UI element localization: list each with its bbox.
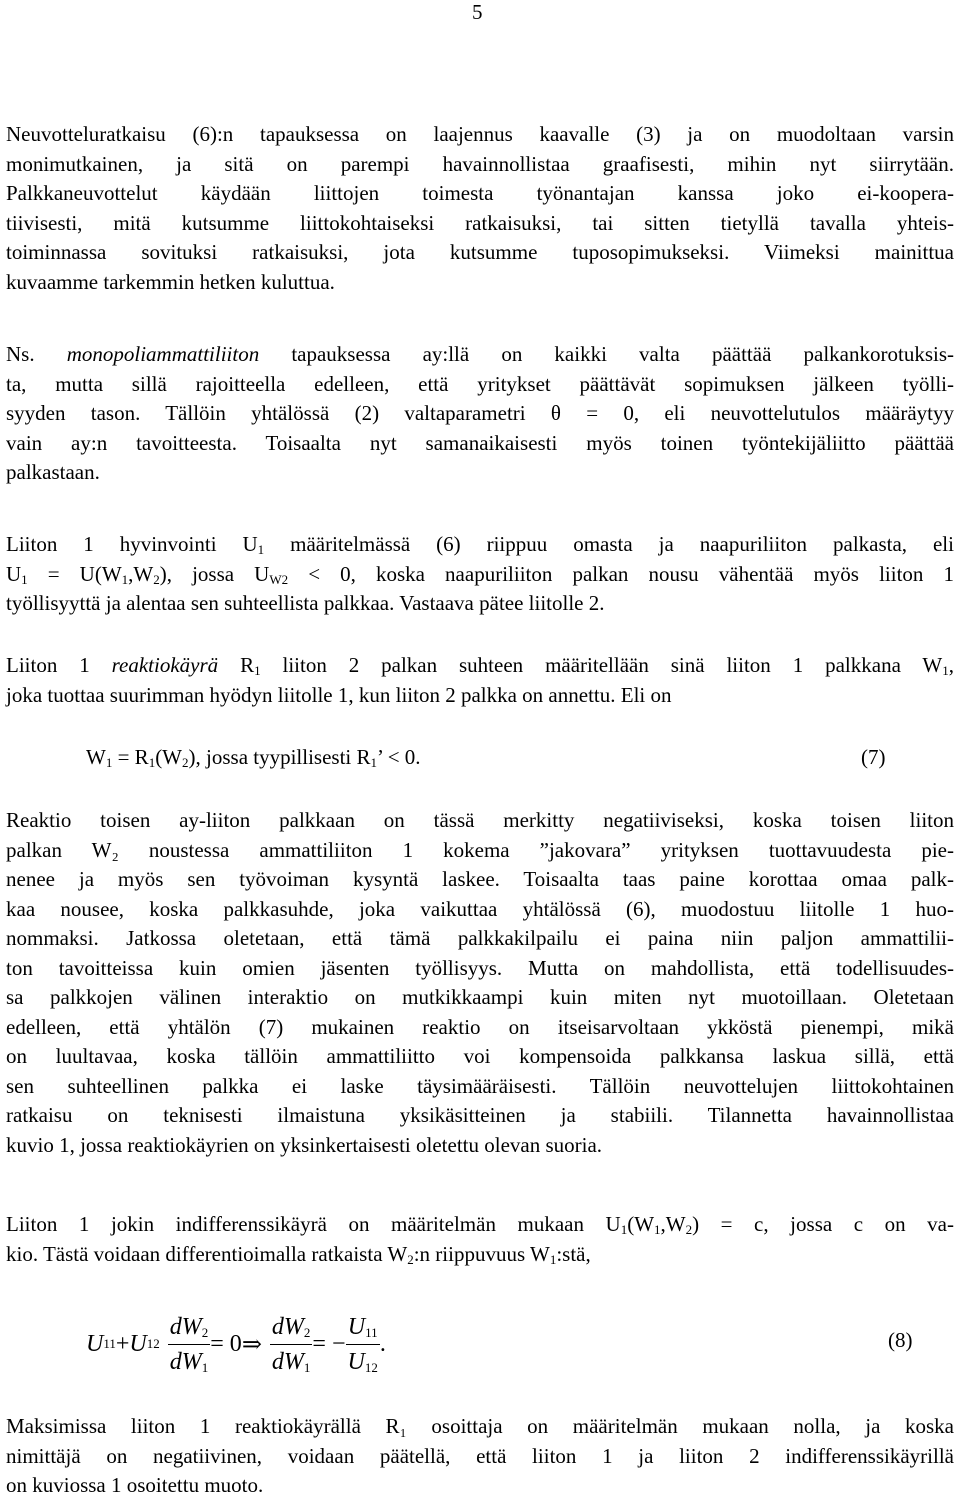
subscript: 2	[153, 571, 160, 587]
text-span: R	[218, 653, 255, 677]
text-line: sen suhteellinen palkka ei laske täysimääräisesti. Tällöin neuvottelujen liittokohtainen	[6, 1073, 954, 1098]
subscript: 2	[182, 755, 189, 770]
text-span: ) = c, jossa c on va-	[692, 1212, 954, 1236]
text-line: Palkkaneuvottelut käydään liittojen toimesta työnantajan kanssa joko ei-koopera-	[6, 181, 954, 205]
text-span: kio. Tästä voidaan differentioimalla ratkaista W	[6, 1241, 408, 1266]
text-span: ,W	[660, 1212, 686, 1236]
text-line	[6, 340, 954, 370]
equation-8	[86, 1302, 506, 1386]
eq-text: = R	[112, 745, 149, 769]
subscript: 12	[364, 1359, 378, 1375]
text-span: < 0, koska naapuriliiton palkan nousu vähentää myös liiton 1	[288, 561, 954, 586]
text-span: (W	[627, 1212, 655, 1236]
subscript: 11	[365, 1324, 378, 1340]
fraction-numerator	[270, 1310, 313, 1345]
text-line: ratkaisu on teknisesti ilmaistuna yksikäsitteinen ja stabiili. Tilannetta havainnollistaa	[6, 1103, 954, 1127]
text-span: :n riippuvuus W	[413, 1241, 550, 1266]
eq-op: = 0	[210, 1330, 242, 1357]
paragraph-3	[6, 530, 954, 619]
text-line: ta, mutta sillä rajoitteella edelleen, että yritykset päättävät sopimuksen jälkeen työlli-	[6, 371, 954, 396]
text-span: ,	[948, 653, 954, 677]
text-line: kaa nousee, koska palkkasuhde, joka vaikuttaa yhtälössä (6), muodostuu liitolle 1 huo-	[6, 896, 954, 921]
paragraph-4	[6, 651, 954, 710]
text-span: Liiton 1	[6, 653, 112, 677]
fraction	[168, 1310, 211, 1379]
text-line: nenee ja myös sen työvoiman kysyntä laskee. Toisaalta taas paine korottaa omaa palk-	[6, 867, 954, 891]
paragraph-6	[6, 1210, 954, 1269]
text-line: kuvaamme tarkemmin hetken kuluttua.	[6, 269, 335, 294]
text-span: Liiton 1 hyvinvointi U	[6, 532, 258, 556]
eq-text: ), jossa tyypillisesti R	[188, 745, 371, 769]
subscript: 1	[254, 663, 261, 678]
text-span: U	[6, 561, 22, 586]
eq-op: = −	[312, 1330, 346, 1357]
paragraph-2	[6, 340, 954, 488]
subscript: 2	[201, 1324, 209, 1340]
paragraph-1	[6, 120, 954, 297]
text-line: edelleen, että yhtälön (7) mukainen reaktio on itseisarvoltaan ykköstä pienempi, mikä	[6, 1014, 954, 1039]
equation-7	[86, 743, 886, 771]
eq-op: +	[115, 1330, 130, 1357]
eq-var: dW	[169, 1313, 202, 1340]
text-span: = U(W	[27, 561, 122, 586]
text-span: liiton 2 palkan suhteen määritellään sinä liiton 1 palkkana W	[260, 653, 943, 677]
text-line: syyden tason. Tällöin yhtälössä (2) valtaparametri θ = 0, eli neuvottelutulos määräytyy	[6, 401, 954, 425]
subscript: 2	[303, 1324, 311, 1340]
eq-var: U	[86, 1330, 104, 1357]
text-span: määritelmässä (6) riippuu omasta ja naapuriliiton palkasta, eli	[264, 532, 954, 556]
eq-text: ’ < 0.	[377, 745, 421, 769]
subscript: 1	[370, 755, 378, 770]
subscript: 1	[654, 1222, 661, 1237]
text-span: Ns.	[6, 342, 67, 366]
eq-var: U	[129, 1330, 147, 1357]
text-line: Neuvotteluratkaisu (6):n tapauksessa on laajennus kaavalle (3) ja on muodoltaan varsin	[6, 122, 954, 146]
text-line: tiivisesti, mitä kutsumme liittokohtaiseksi ratkaisuksi, tai sitten tietyllä tavalla yhteis-	[6, 210, 954, 235]
text-span: ), jossa U	[159, 561, 270, 586]
text-span: Liiton 1 jokin indifferenssikäyrä on määritelmän mukaan U	[6, 1212, 621, 1236]
text-line: nimittäjä on negatiivinen, voidaan päätellä, että liiton 1 ja liiton 2 indifferenssikäyrillä	[6, 1443, 954, 1468]
subscript: 1	[549, 1251, 557, 1267]
text-line: vain ay:n tavoitteesta. Toisaalta nyt samanaikaisesti myös toinen työntekijäliitto päättää	[6, 430, 954, 455]
subscript: 1	[148, 755, 156, 770]
subscript: 1	[121, 571, 129, 587]
text-line: joka tuottaa suurimman hyödyn liitolle 1, kun liiton 2 palkka on annettu. Eli on	[6, 682, 672, 707]
eq-var: dW	[271, 1313, 304, 1340]
text-line: palkan W₂ noustessa ammattiliiton 1 kokema ”jakovara” yrityksen tuottavuudesta pie-	[6, 837, 954, 862]
fraction-denominator	[346, 1345, 380, 1379]
eq-text: (W	[155, 745, 183, 769]
text-span: ,W	[128, 561, 154, 586]
eq-var: dW	[271, 1348, 304, 1375]
text-line: ton tavoitteissa kuin omien jäsenten työllisyys. Mutta on mahdollista, että todellisuudes-	[6, 955, 954, 980]
eq-var: U	[347, 1348, 365, 1375]
text-line: on kuviossa 1 osoitettu muoto.	[6, 1473, 264, 1497]
subscript: 1	[942, 663, 949, 678]
text-line: työllisyyttä ja alentaa sen suhteellista palkkaa. Vastaava pätee liitolle 2.	[6, 591, 605, 615]
text-line: kuvio 1, jossa reaktiokäyrien on yksinkertaisesti oletettu olevan suoria.	[6, 1132, 603, 1157]
eq-var: U	[347, 1313, 366, 1340]
text-line	[6, 560, 954, 590]
subscript: W2	[269, 571, 289, 587]
subscript: 2	[685, 1222, 693, 1237]
text-line	[6, 651, 954, 681]
equation-7-number: (7)	[861, 745, 886, 769]
subscript: 1	[620, 1222, 628, 1237]
subscript: 1	[303, 1359, 311, 1375]
text-span: :stä,	[556, 1241, 591, 1266]
text-line	[6, 1210, 954, 1240]
text-line	[6, 530, 954, 560]
text-line: toiminnassa sovituksi ratkaisuksi, jota kutsumme tuposopimukseksi. Viimeksi mainittua	[6, 240, 954, 264]
italic-term: reaktiokäyrä	[111, 653, 219, 677]
eq-var: dW	[169, 1348, 202, 1375]
fraction-denominator	[270, 1345, 313, 1379]
paragraph-7	[6, 1412, 954, 1501]
text-line: monimutkainen, ja sitä on parempi havainnollistaa graafisesti, mihin nyt siirrytään.	[6, 151, 954, 176]
italic-term: monopoliammattiliiton	[66, 342, 260, 366]
paragraph-5	[6, 806, 954, 1160]
text-line	[6, 1240, 954, 1270]
text-line: palkastaan.	[6, 460, 100, 484]
fraction	[270, 1310, 313, 1379]
page-number: 5	[472, 0, 483, 24]
subscript: 2	[407, 1251, 414, 1267]
text-line: Maksimissa liiton 1 reaktiokäyrällä R₁ osoittaja on määritelmän mukaan nolla, ja koska	[6, 1414, 954, 1438]
text-line: nommaksi. Jatkossa oletetaan, että tämä palkkakilpailu ei paina niin paljon ammattilii-	[6, 926, 954, 950]
fraction-numerator	[346, 1310, 380, 1345]
fraction-numerator	[168, 1310, 211, 1345]
eq-op: .	[379, 1330, 386, 1357]
subscript: 1	[105, 755, 113, 770]
fraction-denominator	[168, 1345, 211, 1379]
text-line: Reaktio toisen ay-liiton palkkaan on tässä merkitty negatiiviseksi, koska toisen liiton	[6, 808, 954, 832]
subscript: 1	[21, 571, 28, 587]
fraction	[346, 1310, 380, 1379]
text-line: on luultavaa, koska tällöin ammattiliitto voi kompensoida palkkansa laskua sillä, että	[6, 1044, 954, 1068]
subscript: 1	[201, 1359, 209, 1375]
text-line: sa palkkojen välinen interaktio on mutkikkaampi kuin miten nyt muotoillaan. Oletetaan	[6, 985, 954, 1009]
equation-8-number: (8)	[888, 1328, 913, 1352]
text-span: tapauksessa ay:llä on kaikki valta päättää palkankorotuksis-	[259, 342, 954, 366]
equation-8-row: U 11 + U 12 $\frac{dW_2}{dW_1}$ = 0 ⇒ $\frac{dW_2}{dW_1}$ = − $\frac{U_{11}}{U_{12}}$ .	[86, 1302, 386, 1386]
eq-text: W	[86, 745, 106, 769]
subscript: 1	[257, 542, 265, 557]
implies-arrow: ⇒	[241, 1331, 262, 1358]
